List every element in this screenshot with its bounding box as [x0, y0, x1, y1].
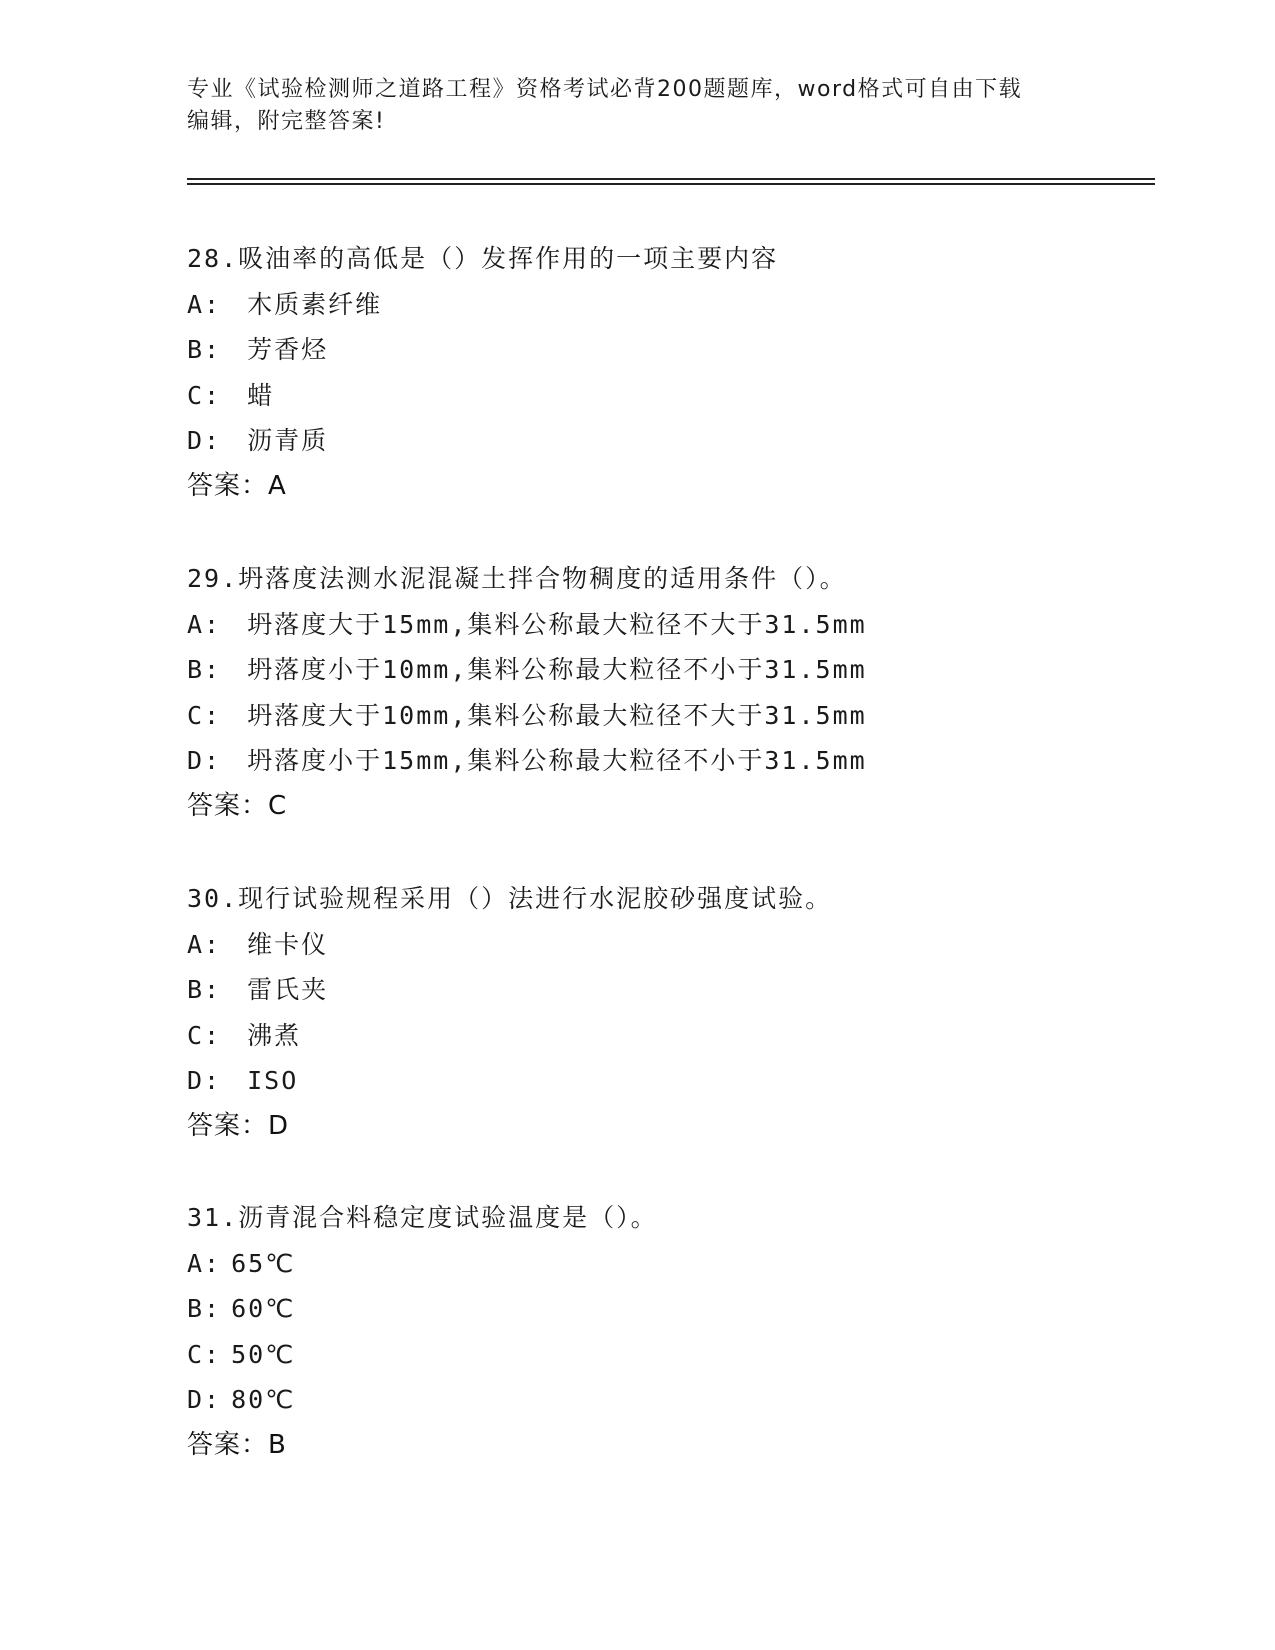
option-c	[187, 373, 1147, 419]
answer-line: 答案：C	[187, 790, 288, 821]
option-label: C:	[187, 380, 222, 410]
option-text: 65℃	[231, 1248, 296, 1278]
option-label: A:	[187, 289, 222, 319]
option-label: D:	[187, 1066, 222, 1096]
option-text: 沸煮	[247, 1020, 302, 1050]
option-c	[187, 693, 1147, 739]
question-stem: 29.坍落度法测水泥混凝土拌合物稠度的适用条件（）。	[187, 564, 847, 593]
option-text: 60℃	[231, 1294, 296, 1324]
option-label: C:	[187, 700, 222, 730]
header-line-1: 专业《试验检测师之道路工程》资格考试必背200题题库，word格式可自由下载	[187, 77, 1023, 102]
question-29	[187, 556, 1147, 830]
option-text: ISO	[247, 1066, 299, 1096]
option-text: 坍落度大于15mm,集料公称最大粒径不大于31.5mm	[247, 609, 867, 639]
option-c	[187, 1013, 1147, 1059]
answer-line: 答案：A	[187, 470, 287, 501]
document-header	[187, 74, 1067, 138]
option-label: C:	[187, 1020, 222, 1050]
option-text: 沥青质	[247, 426, 329, 456]
question-31	[187, 1195, 1147, 1469]
option-b	[187, 327, 1147, 373]
option-text: 维卡仪	[247, 929, 329, 959]
option-text: 坍落度小于10mm,集料公称最大粒径不小于31.5mm	[247, 655, 867, 685]
option-text: 芳香烃	[247, 335, 329, 365]
header-divider-bottom	[187, 183, 1155, 185]
question-stem: 28.吸油率的高低是（）发挥作用的一项主要内容	[187, 244, 779, 273]
header-line-2: 编辑，附完整答案!	[187, 109, 386, 134]
option-label: A:	[187, 1248, 222, 1278]
option-text: 坍落度大于10mm,集料公称最大粒径不大于31.5mm	[247, 700, 867, 730]
header-divider-top	[187, 178, 1155, 180]
answer-line: 答案：D	[187, 1110, 290, 1141]
option-label: D:	[187, 426, 222, 456]
question-stem: 30.现行试验规程采用（）法进行水泥胶砂强度试验。	[187, 884, 833, 913]
option-d	[187, 1377, 1147, 1423]
option-d	[187, 738, 1147, 784]
option-d	[187, 1058, 1147, 1104]
option-label: C:	[187, 1339, 222, 1369]
option-a	[187, 282, 1147, 328]
option-d	[187, 418, 1147, 464]
option-label: B:	[187, 975, 222, 1005]
option-text: 雷氏夹	[247, 975, 329, 1005]
option-a	[187, 922, 1147, 968]
option-label: D:	[187, 1385, 222, 1415]
question-28	[187, 236, 1147, 510]
option-a	[187, 1241, 1147, 1287]
option-label: D:	[187, 746, 222, 776]
option-b	[187, 1286, 1147, 1332]
question-stem: 31.沥青混合料稳定度试验温度是（）。	[187, 1203, 658, 1232]
option-text: 50℃	[231, 1339, 296, 1369]
option-label: A:	[187, 929, 222, 959]
option-label: B:	[187, 335, 222, 365]
option-text: 坍落度小于15mm,集料公称最大粒径不小于31.5mm	[247, 746, 867, 776]
question-30	[187, 876, 1147, 1150]
option-a	[187, 602, 1147, 648]
option-text: 80℃	[231, 1385, 296, 1415]
option-label: B:	[187, 655, 222, 685]
option-label: A:	[187, 609, 222, 639]
option-b	[187, 967, 1147, 1013]
option-text: 木质素纤维	[247, 289, 383, 319]
option-c	[187, 1332, 1147, 1378]
option-b	[187, 647, 1147, 693]
answer-line: 答案：B	[187, 1429, 287, 1460]
option-text: 蜡	[247, 380, 275, 410]
option-label: B:	[187, 1294, 222, 1324]
